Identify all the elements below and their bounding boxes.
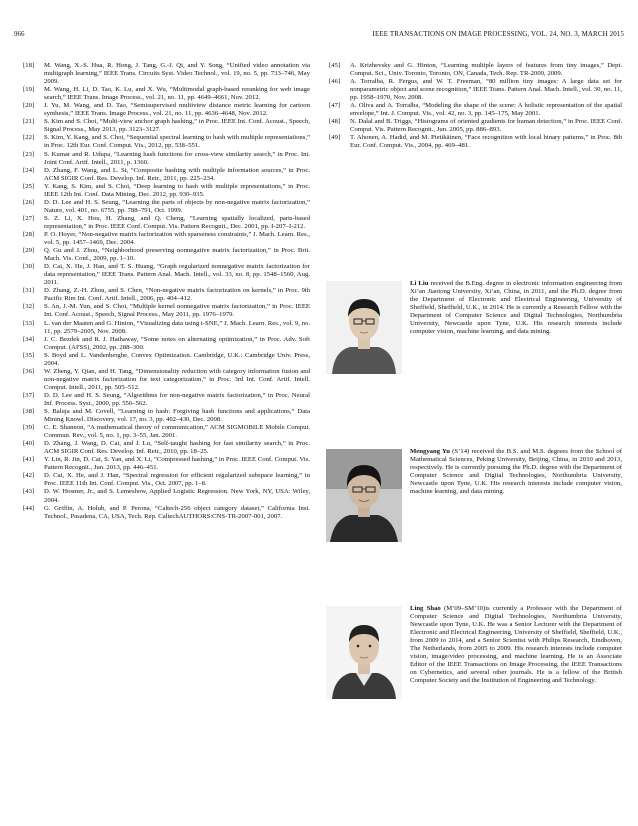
reference-text: D. D. Lee and H. S. Seung, “Learning the parts of objects by non-negative matrix factorization,” Nature, vol. 401, no. 6755, pp. 788–791, Oct. 1999. [44, 198, 310, 214]
reference-text: S. Kim, Y. Kang, and S. Choi, “Sequential spectral learning to hash with multiple representations,” in Proc. 12th Eur. Conf. Comput. Vis., 2012, pp. 538–551. [44, 134, 310, 150]
author-photo-mengyang-yu [326, 449, 402, 542]
reference-number: [39] [23, 424, 35, 432]
reference-item [326, 62, 622, 78]
biography-li-liu [326, 280, 622, 374]
reference-text: A. Krizhevsky and G. Hinton, “Learning multiple layers of features from tiny images,” Dept. Comput. Sci., Univ. Toronto, Toronto, ON, Canada, Tech. Rep. TR-2009, 2009. [350, 62, 622, 78]
reference-number: [45] [329, 62, 341, 69]
reference-item [20, 336, 310, 352]
references-right-column [326, 62, 622, 151]
reference-item [326, 134, 622, 150]
reference-item [20, 199, 310, 215]
reference-number: [25] [23, 182, 35, 190]
bio-text: (M’09–SM’10)is currently a Professor with the Department of Computer Science and Digital Technologies, Northumbria University, Newcastle upon Tyne, U.K. He was a Senior Lecturer with the Department of Electronic and Electrical Engineering, University of Sheffield, Sheffield, U.K., from 2009 to 2014, and a Senior Scientist with Philips Research, Eindhoven, The Netherlands, from 2005 to 2009. His research interests include computer vision, image/video processing, and machine learning. He is an Associate Editor of the IEEE Transactions on Image Processing, the IEEE Transactions on Cybernetics, and several other journals. He is a fellow of the British Computer Society and the Institution of Engineering and Technology. [410, 605, 623, 685]
reference-number: [48] [329, 118, 341, 126]
reference-text: A. Torralba, R. Fergus, and W. T. Freeman, “80 million tiny images: A large data set for nonparametric object and scene recognition,” IEEE Trans. Pattern Anal. Mach. Intell., vol. 30, no. 11, pp. 1958–1970, Nov. 2008. [350, 78, 622, 102]
page-header [14, 30, 624, 40]
reference-number: [44] [23, 504, 35, 512]
reference-text: J. C. Bezdek and R. J. Hathaway, “Some notes on alternating optimization,” in Proc. Adv. Soft Comput. (AFSS), 2002, pp. 288–300. [44, 335, 310, 351]
bio-text: (S’14) received the B.S. and M.S. degrees from the School of Mathematical Sciences, Peking University, Beijing, China, in 2010 and 2013, respectively. He is currently pursuing the Ph.D. degree with the Department of Computer Science and Digital Technologies, Northumbria University, Newcastle upon Tyne, U.K. His research interests include computer vision, machine learning, and data mining. [410, 448, 622, 496]
bio-name: Ling Shao [410, 605, 441, 612]
reference-text: Y. Kang, S. Kim, and S. Choi, “Deep learning to hash with multiple representations,” in Proc. IEEE 12th Int. Conf. Data Mining, Dec. 2012, pp. 930–935. [44, 182, 310, 198]
reference-item [20, 86, 310, 102]
reference-number: [26] [23, 198, 35, 206]
reference-item [20, 352, 310, 368]
reference-text: D. Zhang, J. Wang, D. Cai, and J. Lu, “Self-taught hashing for fast similarity search,” in Proc. ACM SIGIR Conf. Res. Develop. Inf. Retr., 2010, pp. 18–25. [44, 440, 310, 456]
journal-running-title: IEEE TRANSACTIONS ON IMAGE PROCESSING, VOL. 24, NO. 3, MARCH 2015 [372, 30, 624, 38]
reference-item [20, 151, 310, 167]
reference-text: P. O. Hoyer, “Non-negative matrix factorization with sparseness constraints,” J. Mach. Learn. Res., vol. 5, pp. 1457–1469, Dec. 2004. [44, 230, 310, 247]
reference-number: [37] [23, 391, 35, 399]
reference-item [20, 102, 310, 118]
reference-number: [36] [23, 367, 35, 375]
reference-number: [49] [329, 134, 341, 142]
reference-item [20, 408, 310, 424]
biography-mengyang-yu [326, 448, 622, 542]
reference-item [326, 102, 622, 118]
reference-item [20, 183, 310, 199]
author-photo-ling-shao [326, 606, 402, 699]
reference-text: G. Griffin, A. Holub, and P. Perona, “Caltech-256 object category dataset,” California Inst. Technol., Pasadena, CA, USA, Tech. Rep. CaltechAUTHORS:CNS-TR-2007-001, 2007. [44, 504, 310, 520]
reference-text: Q. Gu and J. Zhou, “Neighborhood preserving nonnegative matrix factorization,” in Proc. Brit. Mach. Vis. Conf., 2009, pp. 1–10. [44, 247, 310, 263]
reference-item [20, 287, 310, 303]
author-photo-li-liu [326, 281, 402, 374]
reference-item [20, 392, 310, 408]
reference-text: S. Kumar and R. Udupa, “Learning hash functions for cross-view similarity search,” in Proc. Int. Joint Conf. Artif. Intell., 2011, p. 1360. [44, 150, 310, 166]
reference-text: W. Zheng, Y. Qian, and H. Tang, “Dimensionality reduction with category information fusion and non-negative matrix factorization for text categorization,” in Proc. 3rd Int. Conf. Artif. Intell. Comput. Intell., 2011, pp. 505–512. [44, 367, 310, 391]
reference-number: [20] [23, 102, 35, 110]
reference-number: [22] [23, 134, 35, 142]
reference-text: S. Kim and S. Choi, “Multi-view anchor graph hashing,” in Proc. IEEE Int. Conf. Acoust., Speech, Signal Process., May 2013, pp. 3123–3127. [44, 118, 310, 134]
reference-text: D. Cai, X. He, J. Han, and T. S. Huang, “Graph regularized nonnegative matrix factorization for data representation,” IEEE Trans. Pattern Anal. Mach. Intell., vol. 33, no. 8, pp. 1548–1560, Aug. 2011. [44, 263, 310, 287]
reference-item [20, 505, 310, 521]
reference-item [20, 247, 310, 263]
reference-text: A. Oliva and A. Torralba, “Modeling the shape of the scene: A holistic representation of the spatial envelope,” Int. J. Comput. Vis., vol. 42, no. 3, pp. 145–175, May 2001. [350, 102, 622, 118]
reference-item [20, 118, 310, 134]
reference-number: [28] [23, 230, 35, 238]
reference-number: [33] [23, 319, 35, 327]
reference-item [20, 456, 310, 472]
biography-ling-shao [326, 605, 622, 699]
reference-number: [34] [23, 335, 35, 343]
reference-number: [35] [23, 351, 35, 359]
page-number: 966 [14, 30, 25, 38]
reference-text: D. D. Lee and H. S. Seung, “Algorithms for non-negative matrix factorization,” in Proc. Neural Inf. Process. Syst., 2000, pp. 556–562. [44, 391, 310, 407]
reference-text: J. Yu, M. Wang, and D. Tao, “Semisupervised multiview distance metric learning for cartoon synthesis,” IEEE Trans. Image Process., vol. 21, no. 11, pp. 4636–4648, Nov. 2012. [44, 102, 310, 118]
reference-number: [19] [23, 86, 35, 94]
reference-text: D. Cai, X. He, and J. Han, “Spectral regression for efficient regularized subspace learning,” in Proc. IEEE 11th Int. Conf. Comput. Vis., Oct. 2007, pp. 1–8. [44, 472, 310, 488]
reference-item [326, 78, 622, 102]
reference-item [20, 231, 310, 247]
reference-item [20, 424, 310, 440]
reference-number: [32] [23, 303, 35, 311]
reference-number: [40] [23, 440, 35, 448]
reference-text: D. Zhang, F. Wang, and L. Si, “Composite hashing with multiple information sources,” in Proc. ACM SIGIR Conf. Res. Develop. Inf. Retr., 2011, pp. 225–234. [44, 166, 310, 182]
reference-number: [24] [23, 166, 35, 174]
reference-number: [18] [23, 62, 35, 69]
reference-text: S. Baluja and M. Covell, “Learning to hash: Forgiving hash functions and applications,” Data Mining Knowl. Discovery, vol. 17, no. 3, pp. 402–430, Dec. 2008. [44, 408, 310, 424]
reference-item [20, 320, 310, 336]
reference-number: [42] [23, 472, 35, 480]
reference-text: D. W. Hosmer, Jr., and S. Lemeshow, Applied Logistic Regression. New York, NY, USA: Wiley, 2004. [44, 488, 310, 504]
reference-text: S. Z. Li, X. Hou, H. Zhang, and Q. Cheng, “Learning spatially localized, parts-based representation,” in Proc. IEEE Conf. Comput. Vis. Pattern Recognit., Dec. 2001, pp. I-207–I-212. [44, 214, 310, 230]
bio-name: Li Liu [410, 280, 429, 287]
reference-number: [43] [23, 488, 35, 496]
reference-text: S. An, J.-M. Yun, and S. Choi, “Multiple kernel nonnegative matrix factorization,” in Proc. IEEE Int. Conf. Acoust., Speech, Signal Process., May 2011, pp. 1976–1979. [44, 303, 310, 319]
reference-number: [23] [23, 150, 35, 158]
reference-item [326, 118, 622, 134]
reference-number: [46] [329, 78, 341, 86]
reference-number: [29] [23, 247, 35, 255]
reference-item [20, 303, 310, 319]
reference-text: D. Zhang, Z.-H. Zhou, and S. Chen, “Non-negative matrix factorization on kernels,” in Proc. 9th Pacific Rim Int. Conf. Artif. Intell., 2006, pp. 404–412. [44, 287, 310, 303]
reference-text: L. van der Maaten and G. Hinton, “Visualizing data using t-SNE,” J. Mach. Learn. Res., vol. 9, no. 11, pp. 2579–2605, Nov. 2008. [44, 319, 310, 335]
reference-number: [47] [329, 102, 341, 110]
reference-text: M. Wang, X.-S. Hua, R. Hong, J. Tang, G.-J. Qi, and Y. Song, “Unified video annotation via multigraph learning,” IEEE Trans. Circuits Syst. Video Technol., vol. 19, no. 5, pp. 733–746, May 2009. [44, 62, 310, 86]
bio-name: Mengyang Yu [410, 448, 450, 455]
reference-number: [21] [23, 118, 35, 126]
reference-text: Y. Lin, R. Jin, D. Cai, S. Yan, and X. Li, “Compressed hashing,” in Proc. IEEE Conf. Comput. Vis. Pattern Recognit., Jun. 2013, pp. 446–451. [44, 456, 310, 472]
reference-text: M. Wang, H. Li, D. Tao, K. Lu, and X. Wu, “Multimodal graph-based reranking for web image search,” IEEE Trans. Image Process., vol. 21, no. 11, pp. 4649–4661, Nov. 2012. [44, 86, 310, 102]
bio-text: received the B.Eng. degree in electronic information engineering from Xi’an Jiaotong University, Xi’an, China, in 2011, and the Ph.D. degree from the Department of Electronic and Electrical Engineering, University of Sheffield, Sheffield, U.K., in 2014. He is currently a Research Fellow with the Department of Computer Science and Digital Technologies, Northumbria University, Newcastle upon Tyne, U.K. His research interests include computer vision, machine learning, and data mining. [410, 280, 622, 336]
reference-item [20, 488, 310, 504]
reference-item [20, 263, 310, 287]
reference-item [20, 368, 310, 392]
reference-number: [30] [23, 263, 35, 271]
reference-number: [27] [23, 214, 35, 222]
reference-item [20, 472, 310, 488]
reference-text: C. E. Shannon, “A mathematical theory of communication,” ACM SIGMOBILE Mobile Comput. Commun. Rev., vol. 5, no. 1, pp. 3–55, Jan. 2001. [44, 424, 310, 440]
references-left-column [20, 62, 310, 521]
reference-number: [38] [23, 408, 35, 416]
reference-item [20, 215, 310, 231]
reference-item [20, 62, 310, 86]
reference-item [20, 440, 310, 456]
reference-item [20, 134, 310, 150]
reference-number: [41] [23, 456, 35, 464]
reference-item [20, 167, 310, 183]
reference-text: T. Ahonen, A. Hadid, and M. Pietikäinen, “Face recognition with local binary patterns,” in Proc. 8th Eur. Conf. Comput. Vis., 2004, pp. 469–481. [350, 134, 622, 150]
reference-text: N. Dalal and B. Triggs, “Histograms of oriented gradients for human detection,” in Proc. IEEE Conf. Comput. Vis. Pattern Recognit., Jun. 2005, pp. 886–893. [350, 118, 622, 134]
reference-number: [31] [23, 287, 35, 295]
reference-text: S. Boyd and L. Vandenberghe, Convex Optimization. Cambridge, U.K.: Cambridge Univ. Press, 2004. [44, 351, 310, 367]
